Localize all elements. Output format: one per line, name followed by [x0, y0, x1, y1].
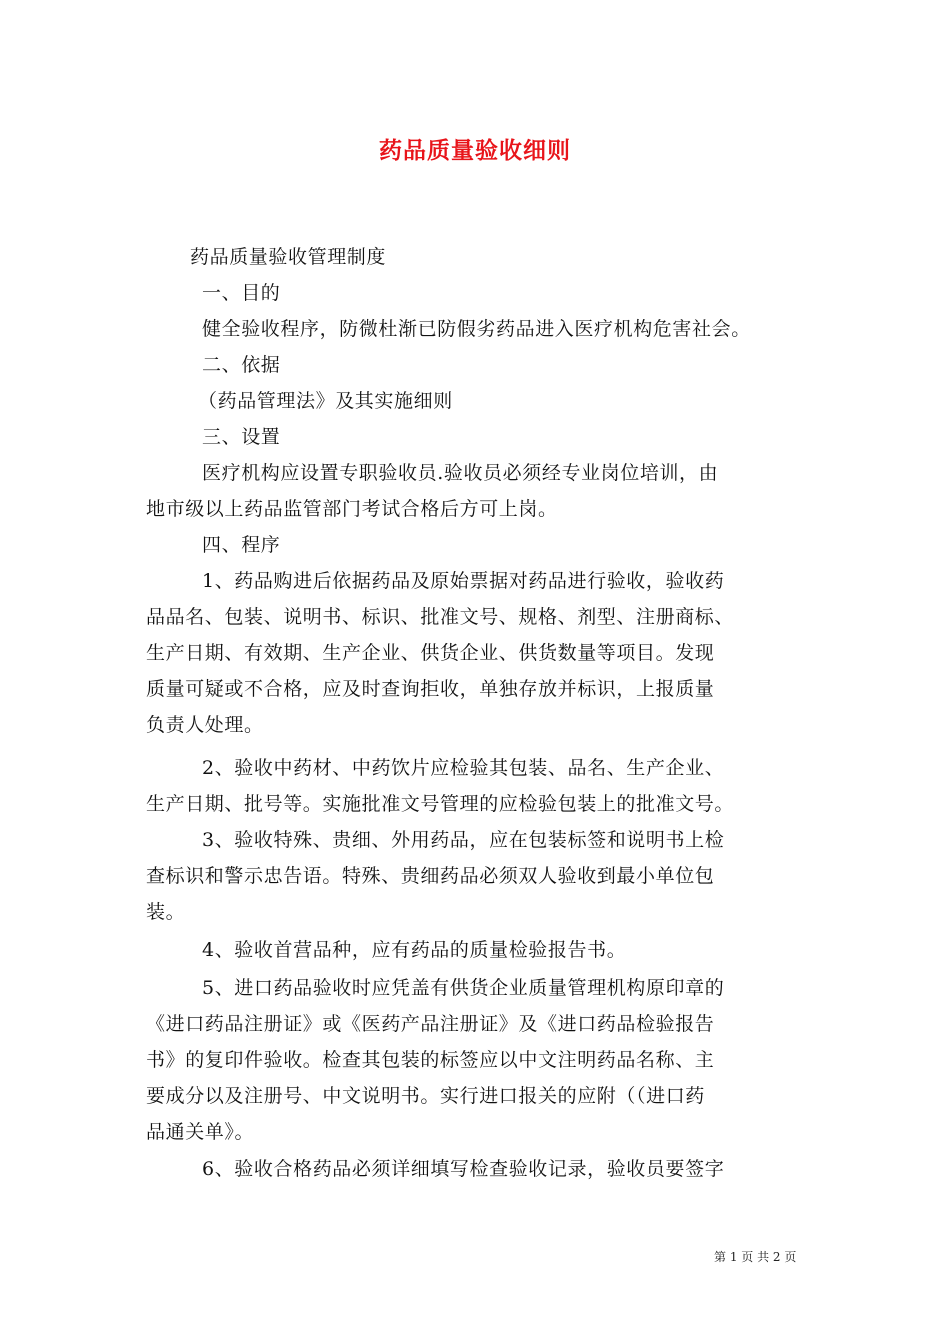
body-line-22: 《进口药品注册证》或《医药产品注册证》及《进口药品检验报告 — [146, 1013, 715, 1035]
body-line-5: （药品管理法》及其实施细则 — [198, 390, 453, 412]
body-line-4: 二、依据 — [202, 354, 281, 376]
body-line-12: 生产日期、有效期、生产企业、供货企业、供货数量等项目。发现 — [146, 642, 715, 664]
page-number: 第 1 页 共 2 页 — [714, 1250, 797, 1264]
body-line-19: 装。 — [146, 901, 186, 923]
body-line-20: 4、验收首营品种，应有药品的质量检验报告书。 — [202, 939, 627, 961]
body-line-11: 品品名、包装、说明书、标识、批准文号、规格、剂型、注册商标、 — [146, 606, 735, 628]
body-line-1: 药品质量验收管理制度 — [190, 246, 387, 268]
body-line-14: 负责人处理。 — [146, 714, 264, 736]
body-line-10: 1、药品购进后依据药品及原始票据对药品进行验收，验收药 — [202, 570, 725, 592]
body-line-7: 医疗机构应设置专职验收员.验收员必须经专业岗位培训，由 — [202, 462, 719, 484]
body-line-16: 生产日期、批号等。实施批准文号管理的应检验包装上的批准文号。 — [146, 793, 735, 815]
body-line-23: 书》的复印件验收。检查其包装的标签应以中文注明药品名称、主 — [146, 1049, 715, 1071]
body-line-2: 一、目的 — [202, 282, 281, 304]
body-line-9: 四、程序 — [202, 534, 281, 556]
body-line-25: 品通关单》。 — [146, 1121, 255, 1143]
document-title: 药品质量验收细则 — [379, 137, 571, 164]
body-line-21: 5、进口药品验收时应凭盖有供货企业质量管理机构原印章的 — [202, 977, 725, 999]
body-line-17: 3、验收特殊、贵细、外用药品，应在包装标签和说明书上检 — [202, 829, 725, 851]
body-line-24: 要成分以及注册号、中文说明书。实行进口报关的应附（（进口药 — [146, 1085, 705, 1107]
body-line-6: 三、设置 — [202, 426, 281, 448]
body-line-15: 2、验收中药材、中药饮片应检验其包装、品名、生产企业、 — [202, 757, 725, 779]
body-line-13: 质量可疑或不合格，应及时查询拒收，单独存放并标识，上报质量 — [146, 678, 715, 700]
body-line-18: 查标识和警示忠告语。特殊、贵细药品必须双人验收到最小单位包 — [146, 865, 715, 887]
body-line-8: 地市级以上药品监管部门考试合格后方可上岗。 — [146, 498, 558, 520]
body-line-26: 6、验收合格药品必须详细填写检查验收记录，验收员要签字 — [202, 1158, 725, 1180]
body-line-3: 健全验收程序，防微杜渐已防假劣药品进入医疗机构危害社会。 — [202, 318, 751, 340]
